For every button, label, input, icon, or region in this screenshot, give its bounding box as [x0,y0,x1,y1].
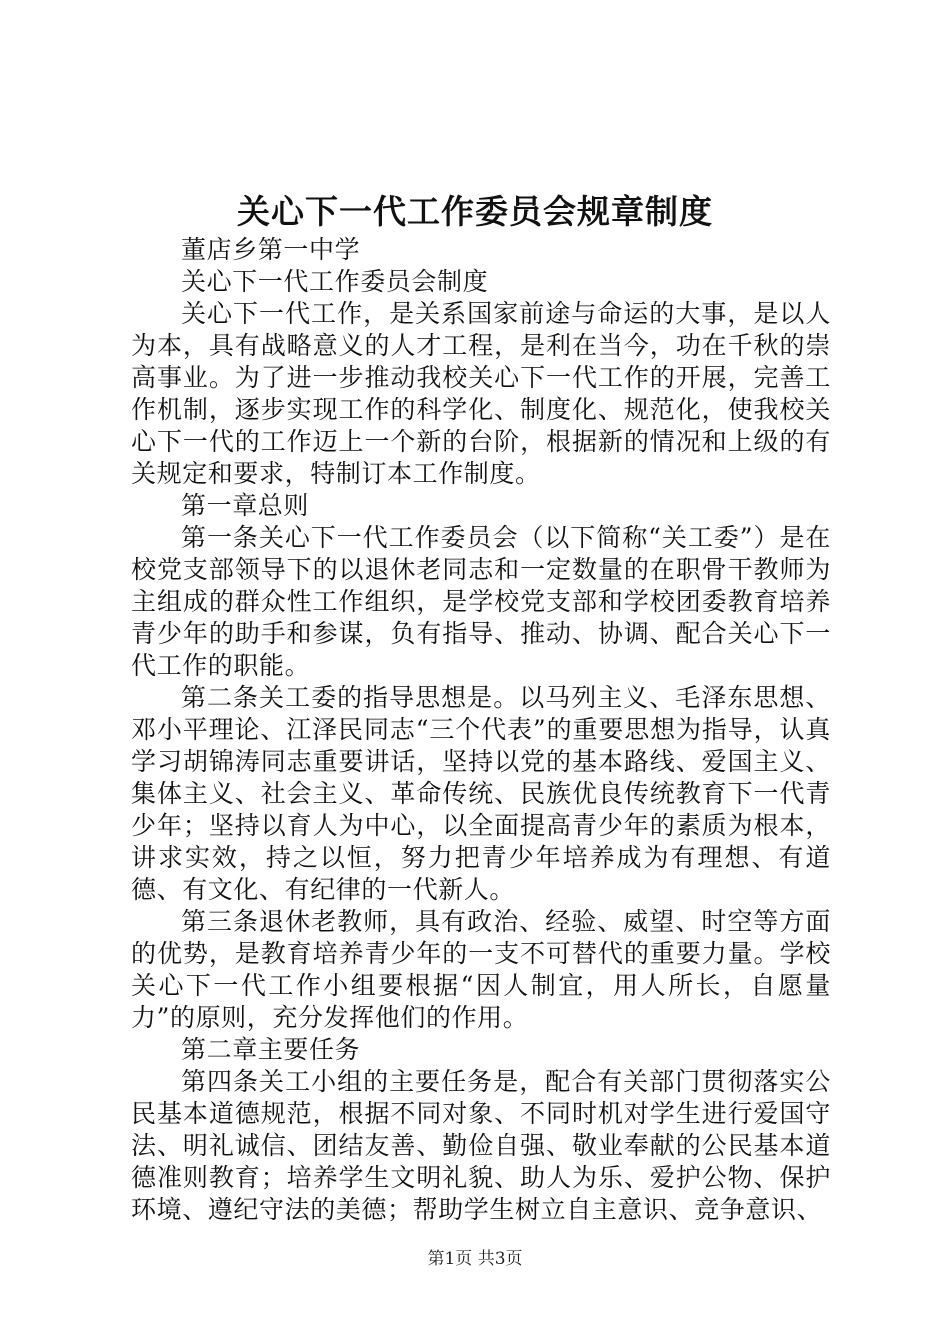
page-footer: 第1页 共3页 [427,1249,523,1269]
intro-paragraph: 关心下一代工作，是关系国家前途与命运的大事，是以人为本，具有战略意义的人才工程，是利在当今，功在千秋的崇高事业。为了进一步推动我校关心下一代工作的开展，完善工作机制，逐步实现工作的科学化、制度化、规范化，使我校关心下一代的工作迈上一个新的台阶，根据新的情况和上级的有关规定和要求，特制订本工作制度。 [131,299,831,488]
chapter-heading: 第二章主要任务 [181,1035,361,1064]
subtitle: 关心下一代工作委员会制度 [181,267,489,296]
chapter-heading: 第一章总则 [181,491,310,520]
article-paragraph: 第一条关心下一代工作委员会（以下简称“关工委”）是在校党支部领导下的以退休老同志和一定数量的在职骨干教师为主组成的群众性工作组织，是学校党支部和学校团委教育培养青少年的助手和参谋，负有指导、推动、协调、配合关心下一代工作的职能。 [131,523,831,680]
school-name: 董店乡第一中学 [181,235,361,264]
document-body [131,234,831,1226]
article-paragraph: 第四条关工小组的主要任务是，配合有关部门贯彻落实公民基本道德规范，根据不同对象、不同时机对学生进行爱国守法、明礼诚信、团结友善、勤俭自强、敬业奉献的公民基本道德准则教育；培养学生文明礼貌、助人为乐、爱护公物、保护环境、遵纪守法的美德；帮助学生树立自主意识、竞争意识、 [131,1067,831,1224]
document-title: 关心下一代工作委员会规章制度 [237,192,713,231]
article-paragraph: 第二条关工委的指导思想是。以马列主义、毛泽东思想、邓小平理论、江泽民同志“三个代表”的重要思想为指导，认真学习胡锦涛同志重要讲话，坚持以党的基本路线、爱国主义、集体主义、社会主义、革命传统、民族优良传统教育下一代青少年；坚持以育人为中心，以全面提高青少年的素质为根本，讲求实效，持之以恒，努力把青少年培养成为有理想、有道德、有文化、有纪律的一代新人。 [131,683,831,904]
article-paragraph: 第三条退休老教师，具有政治、经验、威望、时空等方面的优势，是教育培养青少年的一支不可替代的重要力量。学校关心下一代工作小组要根据“因人制宜，用人所长，自愿量力”的原则，充分发挥他们的作用。 [131,907,831,1032]
